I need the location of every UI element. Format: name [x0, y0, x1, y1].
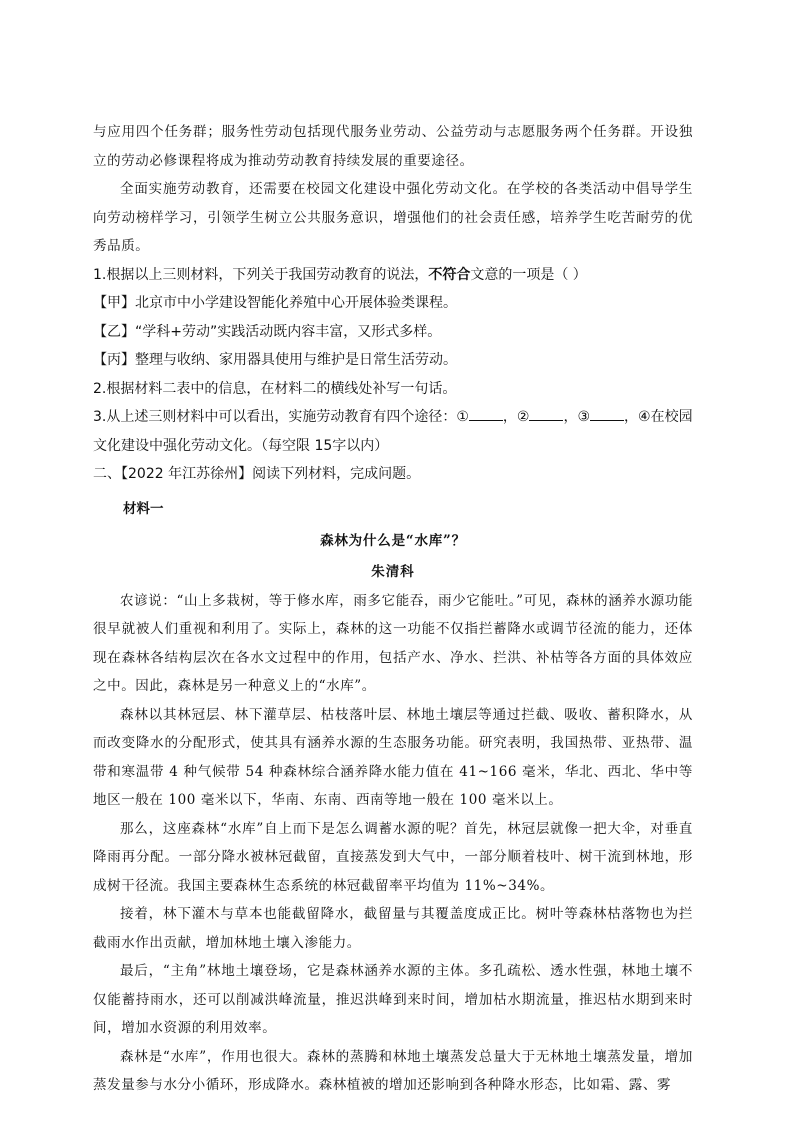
- continuation-paragraph-1: 与应用四个任务群；服务性劳动包括现代服务业劳动、公益劳动与志愿服务两个任务群。开设独立的劳动必修课程将成为推动劳动教育持续发展的重要途径。: [93, 124, 693, 169]
- continuation-paragraph-2: 全面实施劳动教育，还需要在校园文化建设中强化劳动文化。在学校的各类活动中倡导学生向劳动榜样学习，引领学生树立公共服务意识，增强他们的社会责任感，培养学生吃苦耐劳的优秀品质。: [93, 181, 693, 254]
- article-title: 森林为什么是“水库”？: [320, 532, 466, 549]
- article-paragraph-5: 最后，“主角”林地土壤登场，它是森林涵养水源的主体。多孔疏松、透水性强，林地土壤不仅能蓄持雨水，还可以削减洪峰流量，推迟洪峰到来时间，增加枯水期流量，推迟枯水期到来时间，增加水资源的利用效率。: [93, 963, 693, 1036]
- question-1-suffix: 文意的一项是（ ）: [470, 266, 587, 283]
- question-3: [93, 403, 693, 460]
- question-3-part-b: ，②: [502, 409, 530, 425]
- article-paragraph-1: 农谚说：“山上多栽树，等于修水库，雨多它能吞，雨少它能吐。”可见，森林的涵养水源功能很早就被人们重视和利用了。实际上，森林的这一功能不仅指拦蓄降水或调节径流的能力，还体现在森林各结构层次在各水文过程中的作用，包括产水、净水、拦洪、补枯等各方面的具体效应之中。因此，森林是另一种意义上的“水库”。: [93, 592, 693, 694]
- option-bing: 【丙】整理与收纳、家用器具使用与维护是日常生活劳动。: [93, 352, 457, 368]
- blank-2[interactable]: [529, 408, 563, 421]
- question-3-part-c: ，③: [563, 409, 591, 425]
- page-content: [93, 118, 693, 1100]
- article-paragraph-2: 森林以其林冠层、林下灌草层、枯枝落叶层、林地土壤层等通过拦截、吸收、蓄积降水，从而改变降水的分配形式，使其具有涵养水源的生态服务功能。研究表明，我国热带、亚热带、温带和寒温带 4 种气候带 54 种森林综合涵养降水能力值在 41~166 毫米，华北、西北、华中等地区一般在 100 毫米以下，华南、东南、西南等地一般在 100 毫米以上。: [93, 706, 693, 808]
- option-jia: 【甲】北京市中小学建设智能化养殖中心开展体验类课程。: [93, 295, 457, 311]
- blank-3[interactable]: [590, 408, 624, 421]
- material-label: 材料一: [123, 500, 164, 517]
- question-1-prefix: 1.根据以上三则材料，下列关于我国劳动教育的说法，: [93, 266, 429, 283]
- article-paragraph-4: 接着，林下灌木与草本也能截留降水，截留量与其覆盖度成正比。树叶等森林枯落物也为拦截雨水作出贡献，增加林地土壤入渗能力。: [93, 906, 693, 951]
- question-1: [93, 261, 693, 290]
- section-2-heading: 二、【2022 年江苏徐州】阅读下列材料，完成问题。: [93, 466, 421, 482]
- question-1-emphasis: 不符合: [428, 266, 471, 283]
- question-3-part-d: ，④在校园文化建设中强化劳动文化。（每空限 15字以内）: [93, 409, 693, 454]
- article-paragraph-6: 森林是“水库”，作用也很大。森林的蒸腾和林地土壤蒸发总量大于无林地土壤蒸发量，增加蒸发量参与水分小循环，形成降水。森林植被的增加还影响到各种降水形态，比如霜、露、雾: [93, 1048, 693, 1093]
- question-3-part-a: 3.从上述三则材料中可以看出，实施劳动教育有四个途径：①: [93, 409, 469, 425]
- article-paragraph-3: 那么，这座森林“水库”自上而下是怎么调蓄水源的呢？首先，林冠层就像一把大伞，对垂直降雨再分配。一部分降水被林冠截留，直接蒸发到大气中，一部分顺着枝叶、树干流到林地，形成树干径流。我国主要森林生态系统的林冠截留率平均值为 11%~34%。: [93, 820, 693, 894]
- option-yi: 【乙】“学科+劳动”实践活动既内容丰富，又形式多样。: [93, 323, 442, 340]
- question-2: 2.根据材料二表中的信息，在材料二的横线处补写一句话。: [93, 380, 457, 397]
- article-author: 朱清科: [371, 563, 415, 580]
- blank-1[interactable]: [469, 408, 503, 421]
